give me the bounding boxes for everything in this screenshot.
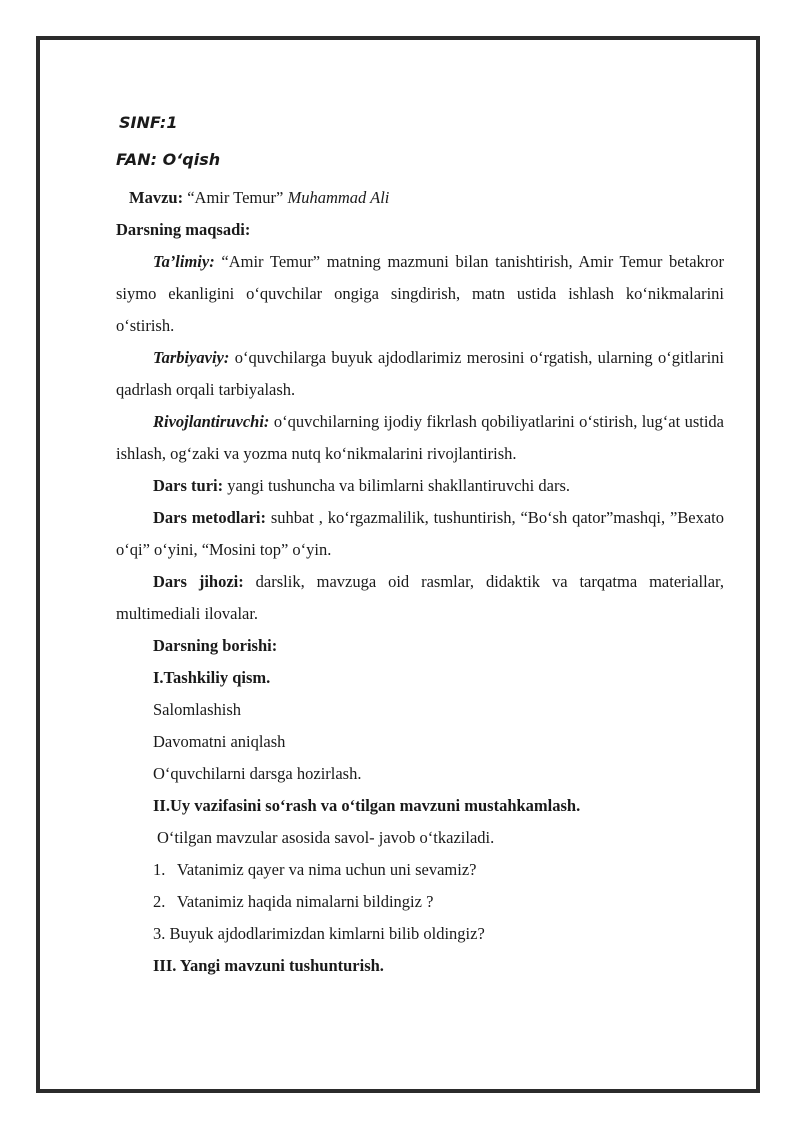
lesson-methods-text: suhbat , ko‘rgazmalilik, tushuntirish, “Bo‘sh qator”mashqi, ”Bexato o‘qi” o‘yini, “Mosini top” o‘yin.	[116, 508, 725, 559]
lesson-methods	[116, 502, 724, 566]
educational-goal-label: Ta’limiy:	[153, 252, 215, 271]
section-homework-intro-text: O‘tilgan mavzular asosida savol- javob o‘tkaziladi.	[157, 828, 495, 847]
section-homework-title: II.Uy vazifasini so‘rash va o‘tilgan mavzuni mustahkamlash.	[153, 796, 581, 815]
upbringing-goal-label: Tarbiyaviy:	[153, 348, 230, 367]
question-text: Vatanimiz qayer va nima uchun uni sevamiz?	[176, 860, 477, 879]
lesson-equipment-text: darslik, mavzuga oid rasmlar, didaktik va tarqatma materiallar, multimediali ilovalar.	[116, 572, 724, 623]
educational-goal	[116, 246, 724, 342]
list-item: O‘quvchilarni darsga hozirlash.	[153, 764, 362, 783]
developmental-goal-text: o‘quvchilarning ijodiy fikrlash qobiliyatlarini o‘stirish, lug‘at ustida ishlash, og‘zaki va yozma nutq ko‘nikmalarini rivojlantirish.	[116, 412, 725, 463]
developmental-goal	[116, 406, 724, 470]
question-item	[116, 886, 724, 918]
section-organizational-title: I.Tashkiliy qism.	[153, 668, 271, 687]
topic-title: “Amir Temur”	[187, 188, 284, 207]
lesson-methods-label: Dars metodlari:	[153, 508, 266, 527]
topic-line	[116, 182, 724, 214]
grade-label: SINF:1	[119, 113, 178, 132]
lesson-equipment-label: Dars jihozi:	[153, 572, 244, 591]
question-text: Vatanimiz haqida nimalarni bildingiz ?	[176, 892, 434, 911]
goals-heading: Darsning maqsadi:	[116, 220, 251, 239]
question-number: 3.	[153, 924, 166, 943]
lesson-type	[116, 470, 724, 502]
list-item: Salomlashish	[153, 700, 242, 719]
question-number: 2.	[153, 892, 166, 911]
lesson-plan	[116, 108, 724, 982]
list-item: Davomatni aniqlash	[153, 732, 286, 751]
developmental-goal-label: Rivojlantiruvchi:	[153, 412, 270, 431]
section-homework-intro	[116, 822, 724, 854]
procedure-heading: Darsning borishi:	[153, 636, 278, 655]
question-text: Buyuk ajdodlarimizdan kimlarni bilib oldingiz?	[169, 924, 485, 943]
topic-label: Mavzu:	[129, 188, 184, 207]
upbringing-goal	[116, 342, 724, 406]
question-item	[116, 854, 724, 886]
lesson-equipment	[116, 566, 724, 630]
topic-author: Muhammad Ali	[287, 188, 390, 207]
educational-goal-text: “Amir Temur” matning mazmuni bilan tanishtirish, Amir Temur betakror siymo ekanligini o‘quvchilar ongiga singdirish, matn ustida ishlash ko‘nikmalarini o‘stirish.	[116, 252, 725, 335]
subject-label: FAN: O‘qish	[116, 150, 221, 169]
lesson-type-text: yangi tushuncha va bilimlarni shakllantiruvchi dars.	[227, 476, 570, 495]
upbringing-goal-text: o‘quvchilarga buyuk ajdodlarimiz merosini o‘rgatish, ularning o‘gitlarini qadrlash orqali tarbiyalash.	[116, 348, 724, 399]
question-item	[116, 918, 724, 950]
section-new-topic-title: III. Yangi mavzuni tushunturish.	[153, 956, 384, 975]
lesson-type-label: Dars turi:	[153, 476, 224, 495]
question-number: 1.	[153, 860, 166, 879]
